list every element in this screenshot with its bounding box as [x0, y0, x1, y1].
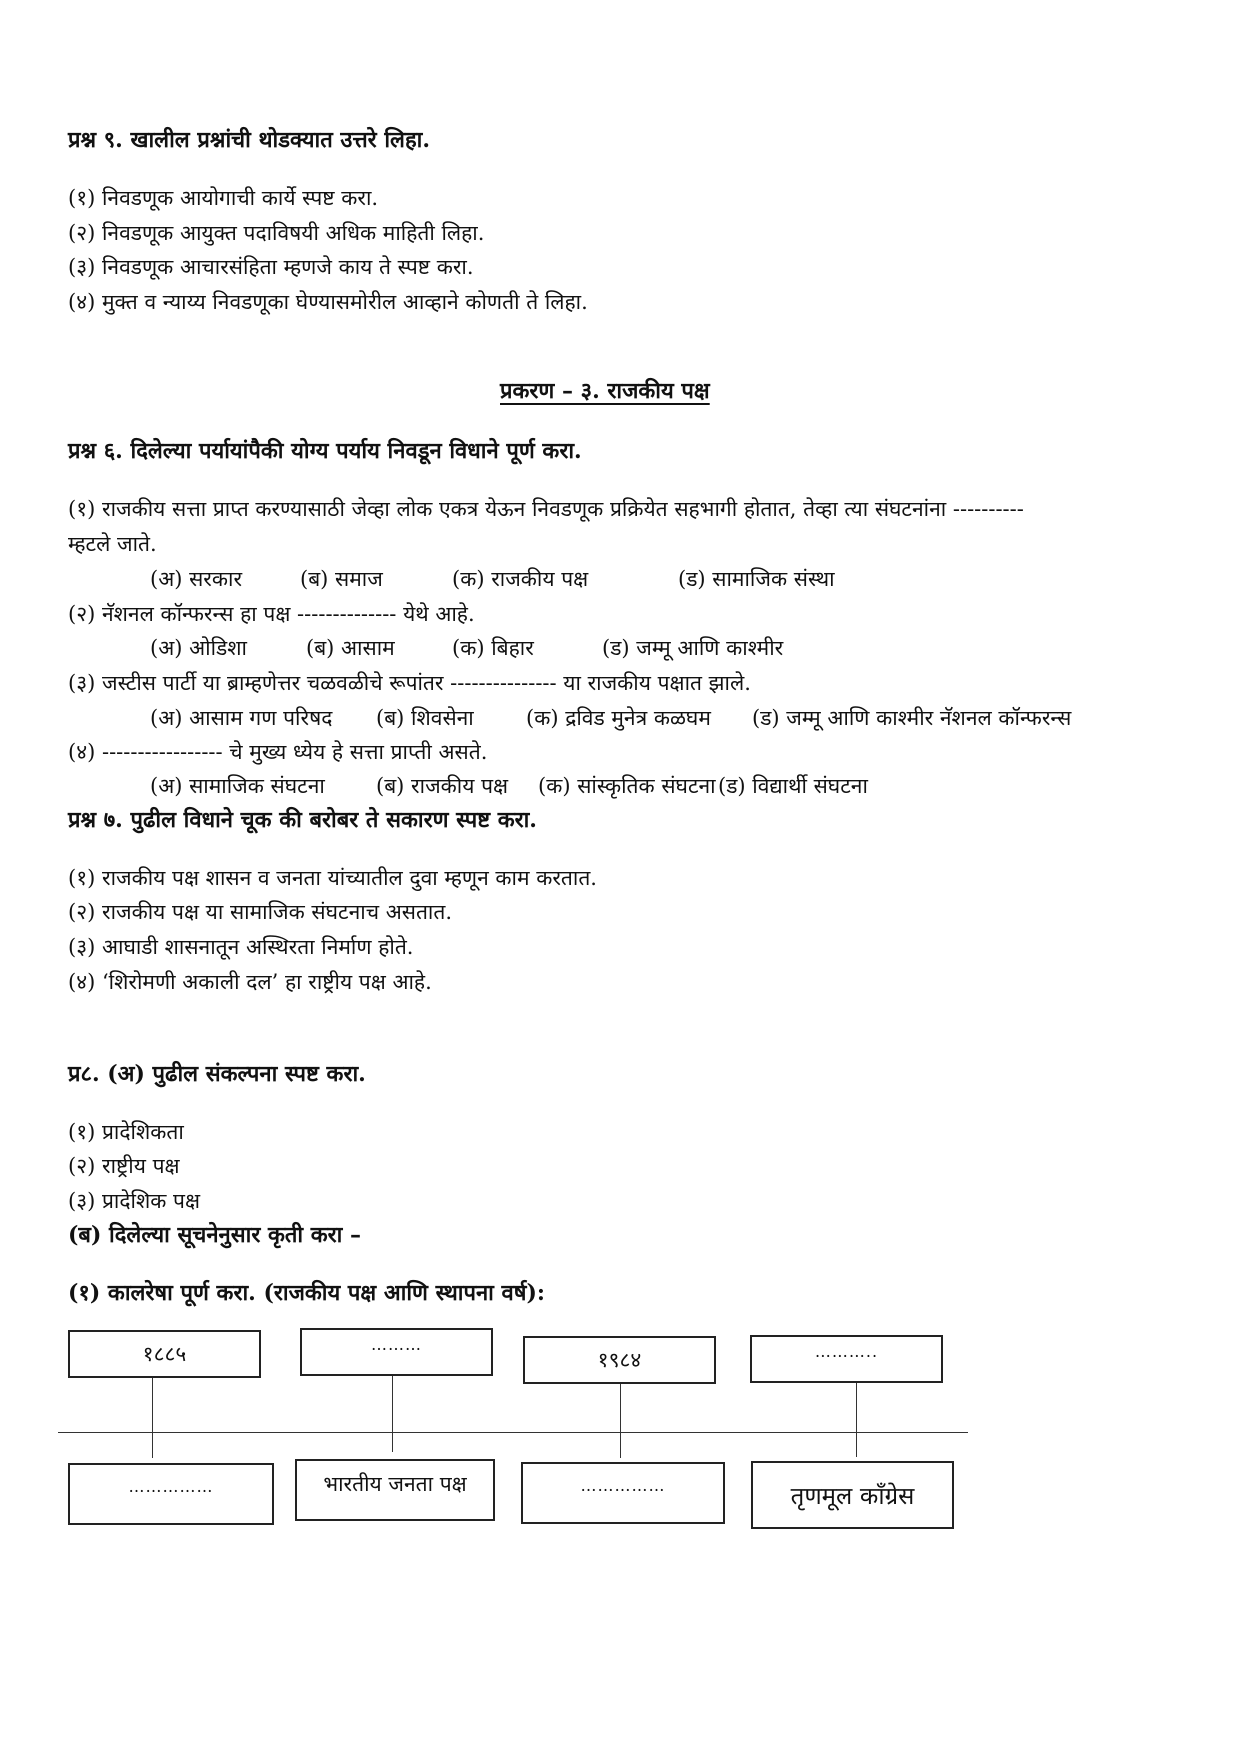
q6-item-1-option-a: (अ) सरकार [150, 567, 243, 591]
q6-item-3-option-c: (क) द्रविड मुनेत्र कळघम [526, 706, 711, 730]
q6-item-2-option-a: (अ) ओडिशा [150, 636, 247, 660]
timeline-top-value-1: १८८५ [142, 1342, 187, 1366]
q8-heading-b: (ब) दिलेल्या सूचनेनुसार कृती करा – [68, 1222, 362, 1248]
q9-item-1: (१) निवडणूक आयोगाची कार्ये स्पष्ट करा. [68, 186, 379, 210]
chapter-title: प्रकरण – ३. राजकीय पक्ष [500, 378, 710, 404]
timeline-bottom-value-2: भारतीय जनता पक्ष [323, 1472, 467, 1496]
q9-item-3: (३) निवडणूक आचारसंहिता म्हणजे काय ते स्पष्ट करा. [68, 255, 474, 279]
q8-heading-a: प्र८. (अ) पुढील संकल्पना स्पष्ट करा. [68, 1061, 366, 1087]
timeline-bottom-value-4: तृणमूल काँग्रेस [790, 1481, 915, 1510]
q6-item-2-option-c: (क) बिहार [452, 636, 534, 660]
q6-item-4-option-c: (क) सांस्कृतिक संघटना [538, 774, 716, 798]
q8-item-1: (१) प्रादेशिकता [68, 1120, 184, 1144]
timeline-connector-1 [152, 1378, 153, 1458]
q6-item-2-option-b: (ब) आसाम [306, 636, 395, 660]
q7-item-3: (३) आघाडी शासनातून अस्थिरता निर्माण होते. [68, 935, 414, 959]
timeline-bottom-value-3: …………… [580, 1475, 666, 1495]
q6-item-4-option-d: (ड) विद्यार्थी संघटना [718, 774, 868, 798]
q6-item-1-line-2: म्हटले जाते. [68, 532, 157, 556]
q6-item-3-line-1: (३) जस्टीस पार्टी या ब्राम्हणेत्तर चळवळीचे रूपांतर --------------- या राजकीय पक्षात झाले. [68, 671, 751, 695]
timeline-bottom-box-3 [521, 1462, 725, 1524]
timeline-bottom-box-1 [68, 1463, 274, 1525]
q6-heading: प्रश्न ६. दिलेल्या पर्यायांपैकी योग्य पर्याय निवडून विधाने पूर्ण करा. [68, 438, 582, 464]
q6-item-4-option-b: (ब) राजकीय पक्ष [376, 774, 509, 798]
q6-item-1-line-1: (१) राजकीय सत्ता प्राप्त करण्यासाठी जेव्हा लोक एकत्र येऊन निवडणूक प्रक्रियेत सहभागी होतात, तेव्हा त्या संघटनांना ---------- [68, 497, 1024, 521]
timeline-top-value-4: ……….. [814, 1341, 879, 1361]
timeline-axis [58, 1432, 968, 1433]
q6-item-2-option-d: (ड) जम्मू आणि काश्मीर [602, 636, 784, 660]
q6-item-1-option-c: (क) राजकीय पक्ष [452, 567, 589, 591]
q6-item-3-option-a: (अ) आसाम गण परिषद [150, 706, 333, 730]
q6-item-1-option-b: (ब) समाज [300, 567, 383, 591]
timeline-top-box-2 [300, 1328, 493, 1376]
timeline-connector-4 [856, 1383, 857, 1457]
q9-item-4: (४) मुक्त व न्याय्य निवडणूका घेण्यासमोरील आव्हाने कोणती ते लिहा. [68, 290, 588, 314]
q9-item-2: (२) निवडणूक आयुक्त पदाविषयी अधिक माहिती लिहा. [68, 221, 485, 245]
timeline-top-value-2: ……… [371, 1334, 422, 1354]
q8-item-3: (३) प्रादेशिक पक्ष [68, 1189, 201, 1213]
q7-heading: प्रश्न ७. पुढील विधाने चूक की बरोबर ते सकारण स्पष्ट करा. [68, 807, 537, 833]
q6-item-3-option-d: (ड) जम्मू आणि काश्मीर नॅशनल कॉन्फरन्स [752, 706, 1072, 730]
timeline-top-box-3 [523, 1336, 716, 1384]
q6-item-4-line-1: (४) ----------------- चे मुख्य ध्येय हे सत्ता प्राप्ती असते. [68, 740, 488, 764]
timeline-top-box-1 [68, 1330, 261, 1378]
timeline-heading: (१) कालरेषा पूर्ण करा. (राजकीय पक्ष आणि स्थापना वर्ष): [68, 1280, 546, 1306]
timeline-connector-2 [392, 1376, 393, 1452]
q6-item-1-option-d: (ड) सामाजिक संस्था [678, 567, 835, 591]
timeline-top-box-4 [750, 1335, 943, 1383]
q6-item-2-line-1: (२) नॅशनल कॉन्फरन्स हा पक्ष -------------- येथे आहे. [68, 602, 475, 626]
q6-item-4-option-a: (अ) सामाजिक संघटना [150, 774, 325, 798]
q7-item-2: (२) राजकीय पक्ष या सामाजिक संघटनाच असतात. [68, 900, 453, 924]
timeline-bottom-box-2 [295, 1459, 495, 1521]
timeline-top-value-3: १९८४ [597, 1348, 642, 1372]
timeline-bottom-value-1: …………… [128, 1476, 214, 1496]
timeline-bottom-box-4 [751, 1461, 954, 1529]
timeline-connector-3 [620, 1384, 621, 1458]
q9-heading: प्रश्न ९. खालील प्रश्नांची थोडक्यात उत्तरे लिहा. [68, 127, 430, 153]
q7-item-1: (१) राजकीय पक्ष शासन व जनता यांच्यातील दुवा म्हणून काम करतात. [68, 866, 597, 890]
q7-item-4: (४) ‘शिरोमणी अकाली दल’ हा राष्ट्रीय पक्ष आहे. [68, 970, 432, 994]
q6-item-3-option-b: (ब) शिवसेना [376, 706, 474, 730]
q8-item-2: (२) राष्ट्रीय पक्ष [68, 1154, 180, 1178]
